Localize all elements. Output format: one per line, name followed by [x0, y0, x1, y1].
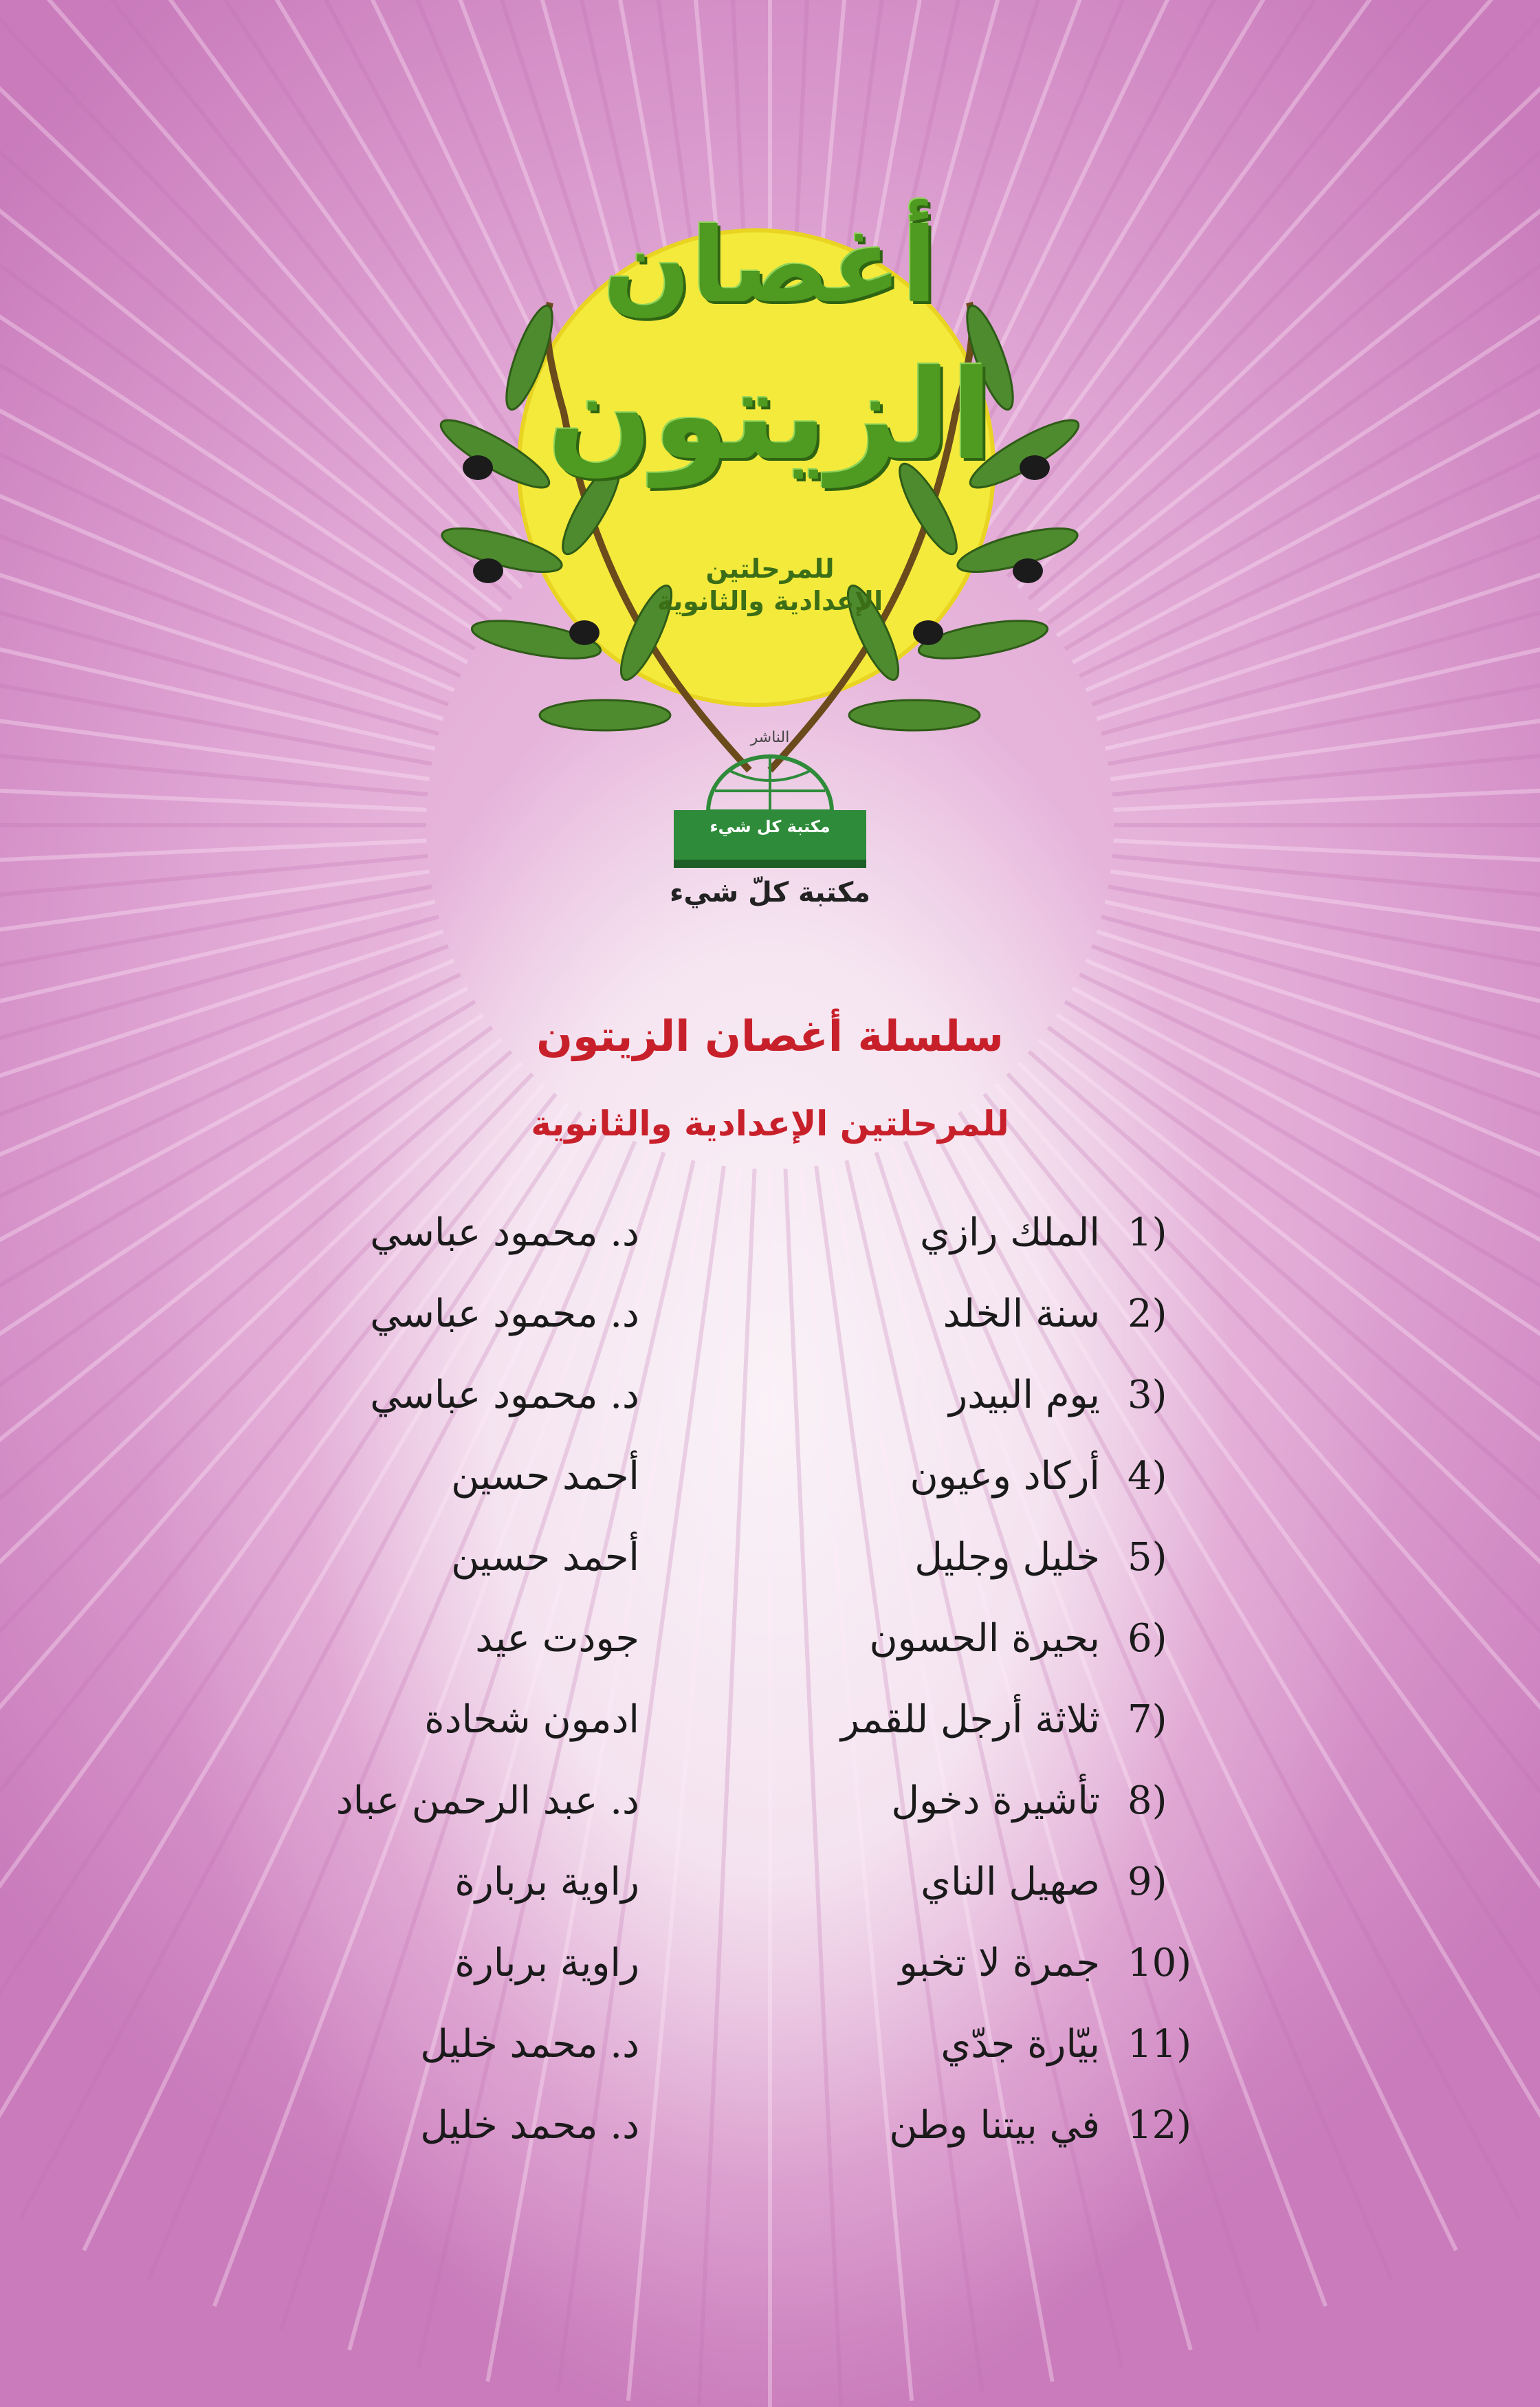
book-title: بحيرة الحسون: [869, 1616, 1100, 1661]
book-row: [0, 1292, 1540, 1360]
publisher-logo-icon: [667, 750, 873, 873]
book-title: خليل وجليل: [914, 1535, 1100, 1580]
book-number: 9): [1128, 1860, 1167, 1904]
brand-subtitle-line-2: الإعدادية والثانوية: [657, 586, 883, 616]
book-author: د. محمد خليل: [420, 2022, 639, 2067]
book-author: ادمون شحادة: [424, 1697, 639, 1742]
publisher-name: مكتبة كلّ شيء: [669, 877, 870, 908]
book-row: [0, 2022, 1540, 2091]
book-row: [0, 1454, 1540, 1523]
book-number: 3): [1128, 1373, 1167, 1417]
book-title: الملك رازي: [919, 1210, 1100, 1255]
book-row: [0, 2103, 1540, 2172]
series-title: سلسلة أغصان الزيتون: [536, 1011, 1004, 1061]
book-number: 8): [1128, 1778, 1167, 1823]
book-title: سنة الخلد: [943, 1292, 1100, 1336]
book-author: أحمد حسين: [451, 1454, 639, 1499]
book-title: في بيتنا وطن: [889, 2103, 1100, 2148]
book-row: [0, 1860, 1540, 1928]
book-author: د. محمود عباسي: [370, 1373, 639, 1417]
book-number: 6): [1128, 1616, 1167, 1661]
book-title: ثلاثة أرجل للقمر: [840, 1697, 1100, 1742]
book-row: [0, 1778, 1540, 1847]
book-number: 4): [1128, 1454, 1167, 1499]
book-number: 2): [1128, 1292, 1167, 1336]
book-author: راوية بربارة: [454, 1941, 639, 1985]
book-number: 1): [1128, 1210, 1167, 1255]
book-number: 5): [1128, 1535, 1167, 1580]
brand-title-line-1: أغصان: [602, 206, 938, 326]
book-number: 12): [1128, 2103, 1192, 2148]
book-number: 7): [1128, 1697, 1167, 1742]
book-row: [0, 1535, 1540, 1604]
series-subtitle: للمرحلتين الإعدادية والثانوية: [531, 1104, 1009, 1144]
book-row: [0, 1373, 1540, 1441]
book-title: بيّارة جدّي: [940, 2022, 1100, 2067]
book-row: [0, 1616, 1540, 1685]
book-row: [0, 1210, 1540, 1279]
book-title: تأشيرة دخول: [891, 1778, 1100, 1823]
book-title: صهيل الناي: [921, 1860, 1100, 1904]
brand-subtitle-line-1: للمرحلتين: [705, 554, 835, 584]
book-author: د. محمود عباسي: [370, 1210, 639, 1255]
book-author: أحمد حسين: [451, 1535, 639, 1580]
book-title: جمرة لا تخبو: [899, 1941, 1100, 1985]
book-author: د. محمود عباسي: [370, 1292, 639, 1336]
book-title: أركاد وعيون: [910, 1454, 1100, 1499]
book-row: [0, 1697, 1540, 1766]
book-title: يوم البيدر: [949, 1373, 1100, 1417]
book-author: د. محمد خليل: [420, 2103, 639, 2148]
book-author: د. عبد الرحمن عباد: [336, 1778, 639, 1823]
publisher-label: الناشر: [750, 729, 790, 746]
book-author: جودت عيد: [475, 1616, 639, 1661]
book-row: [0, 1941, 1540, 2010]
brand-title-line-2: الزيتون: [547, 344, 993, 488]
book-author: راوية بربارة: [454, 1860, 639, 1904]
book-number: 10): [1128, 1941, 1192, 1985]
publisher-logo-text: مكتبة كل شيء: [710, 817, 830, 836]
book-number: 11): [1128, 2022, 1192, 2067]
